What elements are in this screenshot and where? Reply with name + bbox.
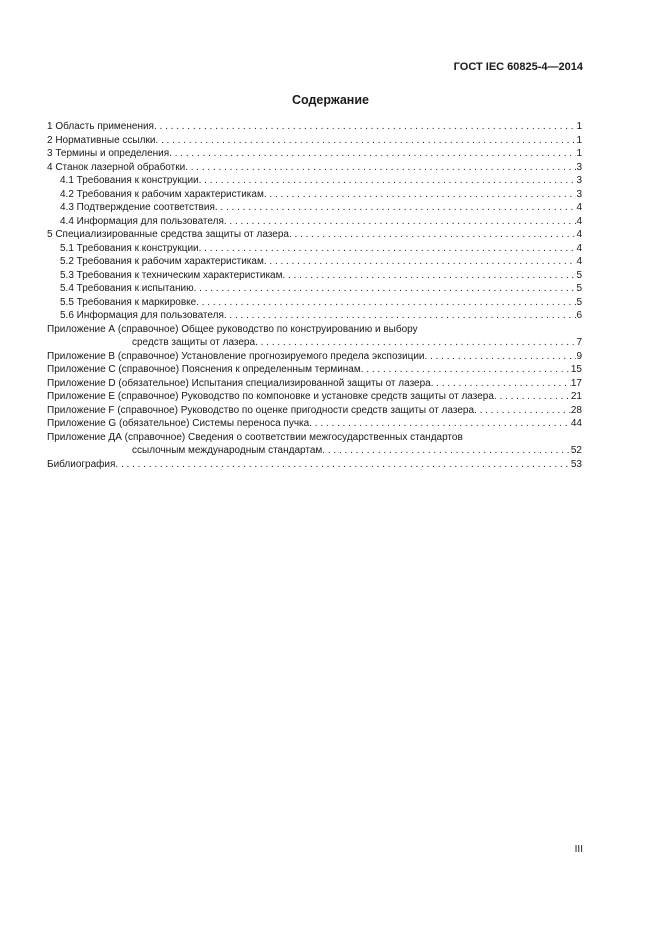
toc-entry[interactable] [47,215,582,229]
toc-leader-dots [322,444,571,458]
toc-entry[interactable] [47,390,582,404]
toc-entry-title: Приложение А (справочное) Общее руководство по конструированию и выбору [47,323,418,335]
toc-entry-title: Приложение F (справочное) Руководство по оценке пригодности средств защиты от лазера [47,404,475,416]
toc-entry[interactable] [47,350,582,364]
toc-entry-page: 5 [576,283,582,294]
toc-entry-page: 52 [570,445,582,456]
toc-entry[interactable] [47,255,582,269]
toc-leader-dots [199,174,577,188]
toc-leader-dots [309,417,571,431]
toc-entry-title: 4.3 Подтверждение соответствия [60,202,215,213]
toc-leader-dots [425,350,577,364]
toc-entry[interactable] [47,363,582,377]
table-of-contents [47,120,582,471]
toc-entry-page: 9 [576,350,582,362]
toc-entry[interactable] [47,323,582,337]
toc-leader-dots [224,215,577,229]
toc-entry-page: 3 [576,175,582,186]
toc-entry[interactable] [47,377,582,391]
toc-entry-page: 28 [570,404,582,416]
toc-entry[interactable] [47,228,582,242]
toc-entry[interactable] [47,417,582,431]
toc-entry-title: Приложение ДА (справочное) Сведения о соответствии межгосударственных стандартов [47,431,463,443]
toc-entry-page: 4 [576,242,582,254]
toc-entry-title: 5.4 Требования к испытанию [60,283,194,294]
toc-leader-dots [215,201,577,215]
toc-entry-title: Приложение G (обязательное) Системы переноса пучка [47,418,310,429]
toc-entry[interactable] [47,431,582,445]
toc-entry-page: 21 [570,391,582,402]
toc-leader-dots [115,458,570,472]
toc-entry-title: 4 Станок лазерной обработки [47,161,186,173]
toc-leader-dots [154,120,576,134]
toc-entry-page: 5 [576,269,582,281]
toc-leader-dots [431,377,571,391]
toc-entry[interactable] [47,296,582,310]
toc-entry-page: 4 [576,202,582,213]
toc-entry-page: 4 [576,256,582,267]
toc-leader-dots [224,309,577,323]
toc-entry[interactable] [47,444,582,458]
toc-entry-title: 4.2 Требования к рабочим характеристикам [60,188,264,200]
toc-entry-page: 3 [576,188,582,200]
toc-entry[interactable] [47,120,582,134]
toc-leader-dots [155,134,576,148]
document-code: ГОСТ IEC 60825-4—2014 [453,61,583,73]
toc-entry-title: 4.4 Информация для пользователя [60,215,224,227]
toc-entry-page: 7 [576,337,582,348]
toc-entry-title: 5 Специализированные средства защиты от лазера [47,229,289,240]
toc-leader-dots [264,255,577,269]
toc-entry[interactable] [47,309,582,323]
toc-entry[interactable] [47,282,582,296]
toc-leader-dots [255,336,576,350]
toc-entry-page: 4 [576,229,582,240]
toc-entry[interactable] [47,147,582,161]
toc-entry[interactable] [47,188,582,202]
toc-entry[interactable] [47,404,582,418]
toc-entry-page: 3 [576,161,582,173]
toc-leader-dots [185,161,576,175]
toc-leader-dots [196,296,576,310]
toc-leader-dots [474,404,571,418]
toc-entry[interactable] [47,201,582,215]
toc-entry-title: 5.1 Требования к конструкции [60,242,199,254]
toc-entry[interactable] [47,174,582,188]
toc-entry-title: ссылочным международным стандартам [132,445,323,456]
toc-entry-title: 3 Термины и определения [47,148,170,159]
toc-entry-page: 1 [576,121,582,132]
toc-entry-page: 15 [570,364,582,375]
toc-leader-dots [282,269,576,283]
toc-leader-dots [199,242,577,256]
toc-entry-page: 17 [570,377,582,389]
page-title: Содержание [291,93,369,107]
toc-entry-page: 1 [576,148,582,159]
toc-entry[interactable] [47,458,582,472]
toc-entry-page: 4 [576,215,582,227]
toc-leader-dots [264,188,577,202]
toc-entry[interactable] [47,161,582,175]
toc-entry[interactable] [47,269,582,283]
toc-entry-page: 6 [576,310,582,321]
toc-entry-title: Приложение С (справочное) Пояснения к определенным терминам [47,364,361,375]
toc-entry-title: Приложение D (обязательное) Испытания специализированной защиты от лазера [47,377,431,389]
toc-entry-title: 4.1 Требования к конструкции [60,175,199,186]
toc-entry-page: 44 [570,418,582,429]
toc-entry-title: 5.3 Требования к техническим характеристикам [60,269,283,281]
page-number: III [574,844,583,855]
toc-entry-title: 5.6 Информация для пользователя [60,310,224,321]
toc-entry-title: Приложение В (справочное) Установление прогнозируемого предела экспозиции [47,350,425,362]
toc-leader-dots [361,363,571,377]
toc-entry-title: 2 Нормативные ссылки [47,134,156,146]
toc-leader-dots [169,147,576,161]
toc-entry-page: 53 [570,458,582,470]
toc-entry-title: 5.5 Требования к маркировке [60,296,197,308]
toc-entry-page: 1 [576,134,582,146]
toc-entry-title: 1 Область применения [47,121,154,132]
toc-entry-title: Библиография [47,458,116,470]
toc-entry-page: 5 [576,296,582,308]
toc-leader-dots [194,282,577,296]
toc-leader-dots [289,228,576,242]
toc-entry-title: 5.2 Требования к рабочим характеристикам [60,256,264,267]
toc-entry-title: средств защиты от лазера [132,337,256,348]
toc-leader-dots [494,390,571,404]
toc-entry[interactable] [47,134,582,148]
toc-entry[interactable] [47,242,582,256]
toc-entry[interactable] [47,336,582,350]
toc-entry-title: Приложение Е (справочное) Руководство по компоновке и установке средств защиты от лазера [47,391,494,402]
